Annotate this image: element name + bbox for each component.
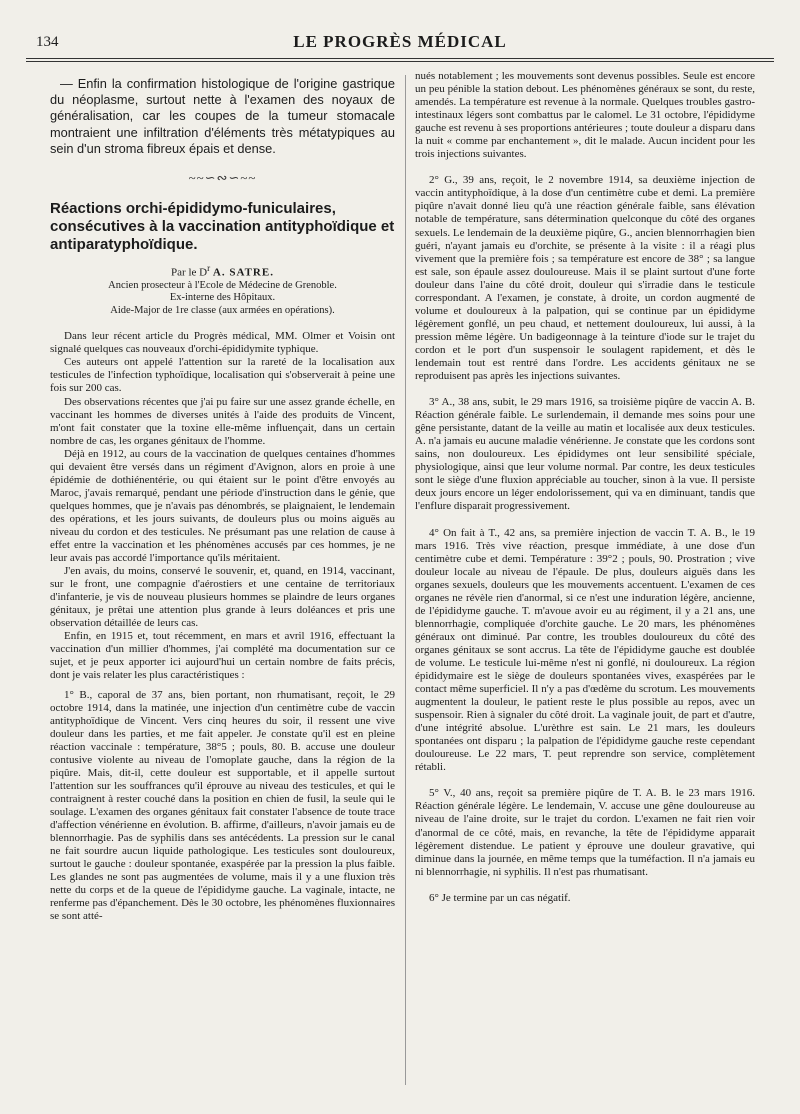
case-paragraph: 3° A., 38 ans, subit, le 29 mars 1916, sa troisième piqûre de vaccin A. B. Réaction générale faible. Le surlendemain, il demande mes soins pour une gêne persistante, datant de la veille au matin et localisée aux deux testicules. A. n'a jamais eu aucune maladie vénérienne. Je constate que les cordons sont sains, non douloureux. Les épididymes ont leur sensibilité spéciale, physiologique, ainsi que leur volume normal. Par contre, les deux testicules sont le siège d'une fluxion appréciable au toucher, sinon à la vue. Il persiste deux jours encore un léger endolorissement, qui va en diminuant, tandis que l'enflure disparait progressivement. [415,396,755,513]
body-paragraph: J'en avais, du moins, conservé le souvenir, et, quand, en 1914, vaccinant, sur le front, une compagnie d'aérostiers et une centaine de territoriaux d'infanterie, je vis de nouveau plusieurs hommes se plaindre de leurs organes génitaux, je prêtai une attention plus grande à leurs doléances et pris une observation détaillée de leurs cas. [50,565,395,630]
case-paragraph: 2° G., 39 ans, reçoit, le 2 novembre 1914, sa deuxième injection de vaccin antityphoïdique, à la dose d'un centimètre cube et demi. La première piqûre n'avait donné lieu qu'à une réaction générale faible, sans élévation notable de température, sans détermination quelconque du côté des organes sexuels. Le lendemain de la deuxième piqûre, G., ancien blennorrhagien bien guéri, n'ayant jamais eu d'orchite, se présente à la visite : il a réagi plus vivement que la première fois ; sa température est encore de 38° ; sa langue est sale, son épaule assez douloureuse. Mais il se plaint surtout d'une forte douleur dans l'aine du côté droit, douleur qui s'irradie dans le testicule correspondant. A l'examen, je constate, à droite, un cordon augmenté de volume et douloureux à la palpation, qui se continue par un épididyme légèrement gonflé, un peu chaud, et nettement douloureux, lui aussi, à la pression même légère. Un badigeonnage à la teinture d'iode sur le trajet du cordon et le port d'un suspensoir le soulagent rapidement, et dès le lendemain tout est rentré dans l'ordre. Les accidents génitaux ne se reproduisent pas après les injections suivantes. [415,174,755,383]
header-rule [26,58,774,62]
case-paragraph: 6° Je termine par un cas négatif. [429,891,571,904]
author-name: A. SATRE. [212,266,274,279]
case-paragraph: 4° On fait à T., 42 ans, sa première injection de vaccin T. A. B., le 19 mars 1916. Très vive réaction, presque immédiate, à une dose d'un centimètre cube et demi. Température : 39°2 ; pouls, 90. Prostration ; vive douleur locale au niveau de l'épaule. De plus, douleurs aiguës dans les organes sexuels, douleurs que les mouvements accentuent. L'examen de ces organes ne révèle rien d'anormal, si ce n'est une induration légère, ancienne, de l'épididyme gauche. T. m'avoue avoir eu au régiment, il y a 21 ans, une blennorrhagie, compliquée d'orchite gauche. Le 20 mars, les phénomènes généraux ont diminué. Par contre, les troubles douloureux du côté des organes génitaux se sont accrus. La tête de l'épididyme gauche est doublée de volume. Le testicule lui-même n'est ni gonflé, ni douloureux. La région épididymaire est le siège de douleurs spontanées vives, exaspérées par le contact même superficiel. Il n'y a pas d'œdème du scrotum. Les mouvements augmentent la douleur, le patient reste le plus possible au repos, avec un suspensoir. Rien à signaler du côté droit. La vaginale jouit, de part et d'autre, d'une intégrité absolue. L'urèthre est sain. Le 21 mars, les douleurs spontanées ont disparu ; la palpation de l'épididyme gauche reste cependant douloureuse. Le 22 mars, T. peut reprendre son service, complètement rétabli. [415,526,755,774]
case-paragraph: 5° V., 40 ans, reçoit sa première piqûre de T. A. B. le 23 mars 1916. Réaction générale légère. Le lendemain, V. accuse une gêne douloureuse au niveau de l'aine droite, sur le trajet du cordon. L'examen ne fait rien voir d'anormal de ce côté, mais, en revanche, la tête de l'épididyme apparait légèrement distendue. Le patient y éprouve une douleur gravative, qui diminue dans la journée, en même temps que la tuméfaction. Il n'a jamais eu ni blennorrhagie, ni syphilis. Il n'est pas rhumatisant. [415,787,755,878]
column-divider [405,75,406,1085]
ornament-divider: ~~∽∾∽~~ [188,170,257,186]
byline-sup: r [207,263,211,274]
body-paragraph: Dans leur récent article du Progrès médical, MM. Olmer et Voisin ont signalé quelques cas nouveaux d'orchi-épididymite typhique. [50,330,395,356]
case-paragraph: 1° B., caporal de 37 ans, bien portant, non rhumatisant, reçoit, le 29 octobre 1914, dans la matinée, une injection d'un centimètre cube de vaccin antityphoïdique de Vincent. Vers cinq heures du soir, il ressent une vive douleur dans les parties, et me fait appeler. Je constate qu'il est en pleine réaction vaccinale : température, 38°5 ; pouls, 80. B. accuse une douleur contusive violente au niveau de l'omoplate gauche, dans la région de la piqûre. Mais, dit-il, cette douleur est supportable, et il appelle surtout l'attention sur les souffrances qu'il éprouve au niveau des testicules, et qui le contraignent à rester couché dans la position en chien de fusil, la seule qui le soulage. L'examen des organes génitaux fait constater l'absence de toute trace d'affection vénérienne en évolution. B. affirme, d'ailleurs, n'avoir jamais eu de blennorrhagie. Pas de syphilis dans ses antécédents. La pression sur le canal ne fait sourdre aucun liquide pathologique. Les testicules sont douloureux, surtout le gauche : douleur spontanée, exaspérée par la pression la plus faible. Les glandes ne sont pas augmentées de volume, mais il y a une fluxion très nette du corps et de la queue de l'épididyme gauche. La vaginale, intacte, ne renferme pas d'épanchement. Dès le 30 octobre, les phénomènes fluxionnaires se sont atté- [50,688,395,923]
left-column [50,70,395,923]
affiliation-line: Ex-interne des Hôpitaux. [169,292,276,304]
body-paragraph: nués notablement ; les mouvements sont devenus possibles. Seule est encore un peu pénible la station debout. Les phénomènes généraux se sont, du reste, amendés. La température est revenue à la normale. Quelques troubles gastro-intestinaux légers sont combattus par le calomel. Le 31 octobre, l'épididyme gauche est revenu à ses proportions antérieures ; toute douleur a disparu dans la nuit « comme par enchantement », dit le malade. Aucun incident pour les trois injections suivantes. [415,70,755,161]
body-paragraph: Déjà en 1912, au cours de la vaccination de quelques centaines d'hommes qui devaient être versés dans un régiment d'Avignon, alors en proie à une épidémie de dothiénentérie, ou qui étaient sur le point d'être envoyés au Maroc, j'avais remarqué, pendant une période d'instruction dans le génie, que quelques hommes, que je n'avais pas dénombrés, se plaignaient, le lendemain des opérations, et les jours suivants, de douleurs plus ou moins aiguës au niveau du cordon et des testicules. Ne présumant pas une relation de cause à effet entre la vaccination et les phénomènes accusés par ces hommes, je ne leur avais pas accordé l'importance qu'ils méritaient. [50,447,395,565]
affiliation-line: Ancien prosecteur à l'Ecole de Médecine de Grenoble. [108,279,337,291]
body-paragraph: Ces auteurs ont appelé l'attention sur la rareté de la localisation aux testicules de l'infection typhoïdique, localisation qui s'observerait à peine une fois sur 200 cas. [50,356,395,395]
journal-title: LE PROGRÈS MÉDICAL [293,32,507,51]
body-paragraph: Des observations récentes que j'ai pu faire sur une assez grande échelle, en vaccinant les hommes de diverses unités à l'aide des produits de Vincent, m'ont fait constater que la toxine elle-même influençait, dans un certain nombre de cas, les organes génitaux de l'homme. [50,395,395,447]
byline-prefix: Par le D [171,266,208,279]
right-column [415,70,755,905]
affiliation-line: Aide-Major de 1re classe (aux armées en opérations). [110,304,335,316]
body-paragraph: Enfin, en 1915 et, tout récemment, en mars et avril 1916, effectuant la vaccination d'un millier d'hommes, j'ai complété ma documentation sur ce sujet, et je peux apporter ici aujourd'hui un certain nombre de faits précis, dont je vais relater les plus caractéristiques : [50,630,395,682]
page-header [26,30,774,60]
page-number: 134 [36,34,59,50]
byline [50,262,395,280]
article-title: Réactions orchi-épididymo-funiculaires, consécutives à la vaccination antityphoïdique et antiparatyphoïdique. [50,200,395,254]
intro-paragraph: — Enfin la confirmation histologique de l'origine gastrique du néoplasme, surtout nette à l'examen des noyaux de généralisation, car les coupes de la tumeur stomacale montraient une infiltration d'éléments très métatypiques au sein d'un stroma fibreux épais et dense. [50,76,395,156]
